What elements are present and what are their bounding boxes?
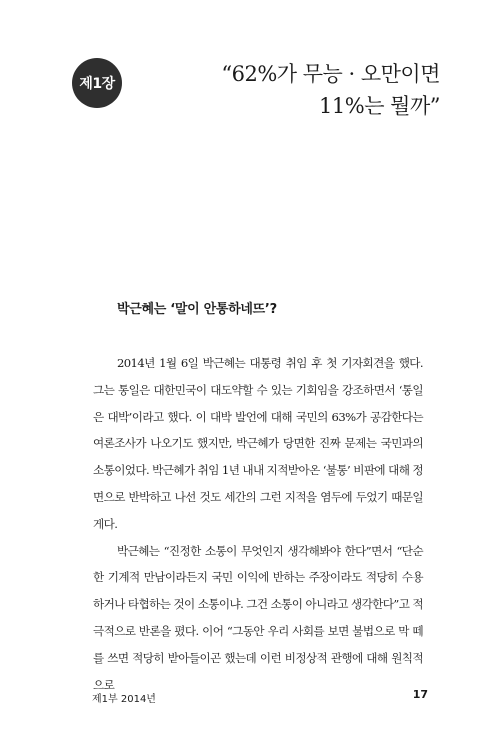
running-footer: 제1부 2014년 — [92, 694, 156, 705]
chapter-title-line-1: “62%가 무능 · 오만이면 — [221, 62, 440, 86]
page-number: 17 — [412, 688, 428, 701]
body-text — [93, 350, 423, 698]
chapter-badge — [72, 58, 122, 108]
chapter-title-line-2: 11%는 뭘까” — [319, 94, 440, 118]
chapter-title — [221, 58, 440, 122]
section-heading: 박근혜는 ‘말이 안통하네뜨’? — [117, 302, 277, 317]
body-paragraph-2: 박근혜는 “진정한 소통이 무엇인지 생각해봐야 한다”면서 “단순한 기계적 만남이라든지 국민 이익에 반하는 주장이라도 적당히 수용하거나 타협하는 것이 소통이냐. 그건 소통이 아니라고 생각한다”고 적극적으로 반론을 폈다. 이어 “그동안 우리 사회를 보면 불법으로 막 떼를 쓰면 적당히 받아들이곤 했는데 이런 비정상적 관행에 대해 원칙적으로 — [93, 543, 423, 692]
chapter-badge-label: 제1장 — [79, 76, 115, 92]
body-paragraph-1: 2014년 1월 6일 박근혜는 대통령 취임 후 첫 기자회견을 했다. 그는 통일은 대한민국이 대도약할 수 있는 기회임을 강조하면서 ‘통일은 대박’이라고 했다. 이 대박 발언에 대해 국민의 63%가 공감한다는 여론조사가 나오기도 했지만, 박근혜가 당면한 진짜 문제는 국민과의 소통이었다. 박근혜가 취임 1년 내내 지적받아온 ‘불통’ 비판에 대해 정면으로 반박하고 나선 것도 세간의 그런 지적을 염두에 두었기 때문일 게다. — [93, 356, 423, 531]
